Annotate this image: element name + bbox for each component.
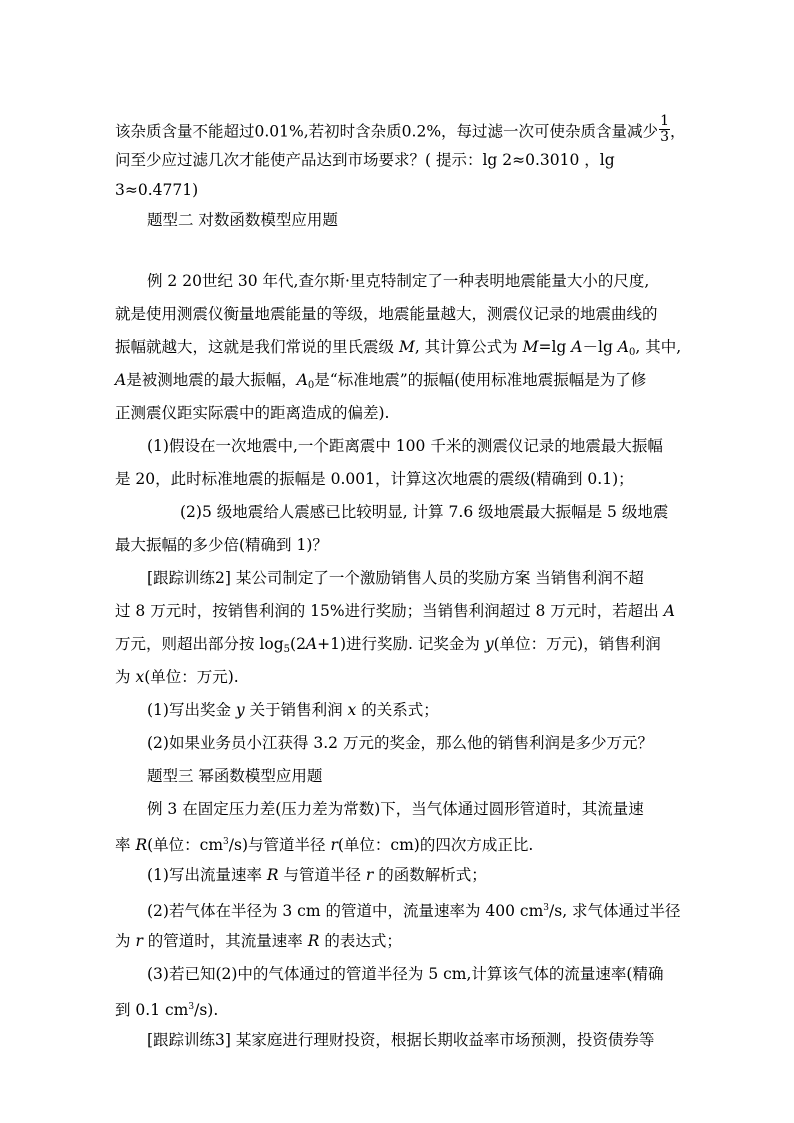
problem-text-line: 问至少应过滤几次才能使产品达到市场要求？( 提示：lg 2≈0.3010 ，lg xyxy=(115,151,615,169)
section-heading: 题型三 幂函数模型应用题 xyxy=(147,767,323,785)
question-line: 是 20，此时标准地震的振幅是 0.001，计算这次地震的震级(精确到 0.1)； xyxy=(115,470,634,488)
example-text-line: A是被测地震的最大振幅，$A_0$是“标准地震”的振幅(使用标准地震振幅是为了修 xyxy=(115,371,647,391)
example-text-line: 率 R(单位：$cm^3/s$)与管道半径 r(单位：cm)的四次方成正比. xyxy=(115,836,534,854)
training-text-line: [跟踪训练2] 某公司制定了一个激励销售人员的奖励方案 当销售利润不超 xyxy=(147,569,644,587)
example-text-line: 振幅就越大，这就是我们常说的里氏震级 M, 其计算公式为 M=lg A－lg $A_0$, 其中, xyxy=(115,338,682,358)
example-text-line: 正测震仪距实际震中的距离造成的偏差). xyxy=(115,404,390,422)
question-line: (3)若已知(2)中的气体通过的管道半径为 5 cm,计算该气体的流量速率(精确 xyxy=(147,965,664,983)
problem-text-line: 该杂质含量不能超过0.01%,若初时含杂质0.2%，每过滤一次可使杂质含量减少 $\frac{1}{3}$ ， xyxy=(115,113,686,145)
section-heading: 题型二 对数函数模型应用题 xyxy=(147,211,338,229)
example-text-line: 例 3 在固定压力差(压力差为常数)下，当气体通过圆形管道时，其流量速 xyxy=(147,800,644,818)
question-line: (1)写出流量速率 R 与管道半径 r 的函数解析式； xyxy=(147,866,487,884)
fraction-one-third: $\frac{1}{3}$ xyxy=(660,113,669,145)
question-line: (2)若气体在半径为 3 cm 的管道中，流量速率为 400 $cm^3/s$, 求气体通过半径 xyxy=(147,902,681,920)
problem-text-line: 3≈0.4771) xyxy=(115,181,199,199)
training-text-line: 为 x(单位：万元). xyxy=(115,668,239,686)
question-line: (2)5 级地震给人震感已比较明显, 计算 7.6 级地震最大振幅是 5 级地震 xyxy=(180,503,669,521)
question-line: 到 0.1 $cm^3/s$). xyxy=(115,1001,219,1019)
training-text-line: 过 8 万元时，按销售利润的 15%进行奖励；当销售利润超过 8 万元时，若超出 A xyxy=(115,602,675,620)
question-line: (2)如果业务员小江获得 3.2 万元的奖金，那么他的销售利润是多少万元？ xyxy=(147,734,653,752)
question-line: (1)写出奖金 y 关于销售利润 x 的关系式； xyxy=(147,701,439,719)
training-text-line: 万元，则超出部分按 $\log_5(2A+1)$进行奖励. 记奖金为 y(单位：万元)，销售利润 xyxy=(115,635,661,655)
training-text-line: [跟踪训练3] 某家庭进行理财投资，根据长期收益率市场预测，投资债券等 xyxy=(147,1031,655,1049)
question-line: (1)假设在一次地震中,一个距离震中 100 千米的测震仪记录的地震最大振幅 xyxy=(147,437,663,455)
example-text-line: 例 2 20世纪 30 年代,查尔斯·里克特制定了一种表明地震能量大小的尺度, xyxy=(147,272,650,290)
question-line: 最大振幅的多少倍(精确到 1)？ xyxy=(115,536,328,554)
example-text-line: 就是使用测震仪衡量地震能量的等级，地震能量越大，测震仪记录的地震曲线的 xyxy=(115,305,658,323)
question-line: 为 r 的管道时，其流量速率 R 的表达式； xyxy=(115,932,402,950)
